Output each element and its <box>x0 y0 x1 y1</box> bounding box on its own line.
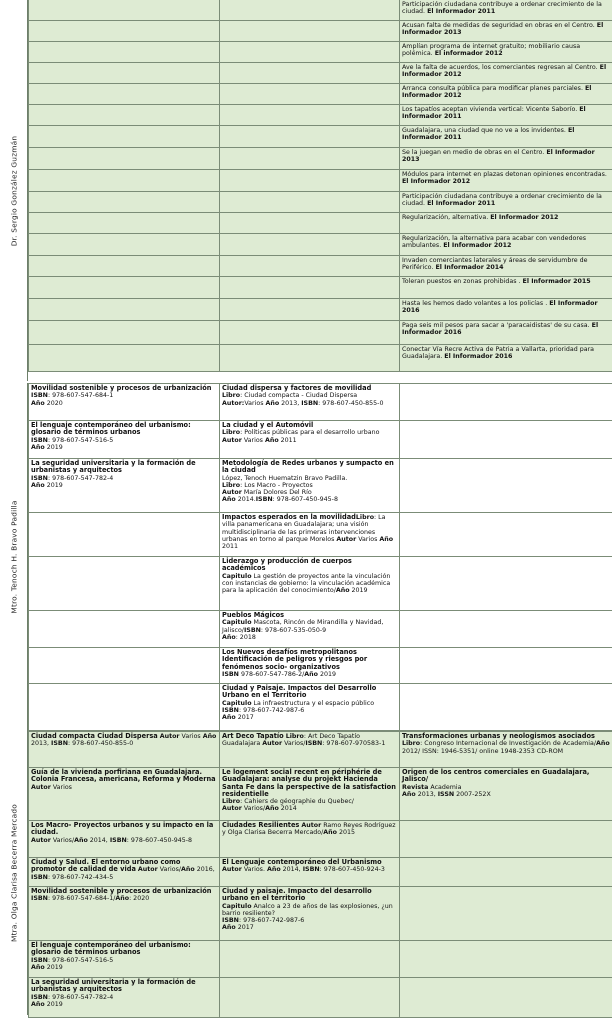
chapter-entry: Liderazgo y producción de cuerpos académicos Capitulo La gestión de proyectos ante la vinculación con instancias de gobierno: la vinculación académica para la aplicación del conocimiento/Año 2019 <box>220 557 400 611</box>
section-gonzalez-table <box>28 0 612 372</box>
news-item: Acusan falta de medidas de seguridad en obras en el Centro. El Informador 2013 <box>400 21 612 42</box>
book-entry: El lenguaje contemporáneo del urbanismo: glosario de términos urbanos ISBN: 978-607-547-516-5 Año 2019 <box>29 421 220 459</box>
section-bravo-table <box>28 383 612 731</box>
book-entry: La seguridad universitaria y la formación de urbanistas y arquitectos ISBN: 978-607-547-782-4 Año 2019 <box>29 978 220 1018</box>
book-entry: Movilidad sostenible y procesos de urbanización ISBN: 978-607-547-684-1 Año 2020 <box>29 384 220 421</box>
chapter-entry: Ciudad dispersa y factores de movilidad Libro: Ciudad compacta - Ciudad Dispersa Autor:Varios Año 2013, ISBN: 978-607-450-855-0 <box>220 384 400 421</box>
news-item: Ave la falta de acuerdos, los comerciantes regresan al Centro. El Informador 2012 <box>400 63 612 84</box>
news-item: Arranca consulta pública para modificar planes parciales. El Informador 2012 <box>400 84 612 105</box>
news-item: Los tapatíos aceptan vivienda vertical: Vicente Saborío. El Informador 2011 <box>400 105 612 126</box>
chapter-entry: Ciudades Resilientes Autor Ramo Reyes Rodríguez y Olga Clarisa Becerra Mercado/Año 2015 <box>220 821 400 858</box>
news-item: Participación ciudadana contribuye a ordenar crecimiento de la ciudad. El Informador 2011 <box>400 192 612 213</box>
chapter-entry: Ciudad y Paisaje. Impactos del Desarrollo Urbano en el Territorio Capitulo La infraestructura y el espacio público ISBN: 978-607-742-987-6 Año 2017 <box>220 684 400 731</box>
news-item: Amplían programa de internet gratuito; mobiliario causa polémica. El informador 2012 <box>400 42 612 63</box>
news-item: Toleran puestos en zonas prohibidas . El Informador 2015 <box>400 277 612 299</box>
section-becerra-table <box>28 731 612 1018</box>
chapter-entry: Le logement social recent en périphérie de Guadalajara: analyse du projekt Hacienda Santa Fe dans la perspective de la satisfaction residentielle Libro: Cahiers de géographie du Quebec/ Autor Varios/Año 2014 <box>220 768 400 821</box>
article-entry: Transformaciones urbanas y neologismos asociados Libro: Congreso Internacional de Investigación de Academia/Año 2012/ ISSN: 1946-5351/ online 1948-2353 CD-ROM <box>400 732 612 768</box>
news-item: Conectar Vía Recre Activa de Patria a Vallarta, prioridad para Guadalajara. El Informador 2016 <box>400 345 612 372</box>
article-entry: Origen de los centros comerciales en Guadalajara, Jalisco/ Revista Academia Año 2013, ISSN 2007-252X <box>400 768 612 821</box>
book-entry: Ciudad y Salud. El entorno urbano como promotor de calidad de vida Autor Varios/Año 2016, ISBN: 978-607-742-434-5 <box>29 858 220 887</box>
chapter-entry: Ciudad y paisaje. Impacto del desarrollo urbano en el territorio Capitulo Analco a 23 de años de las explosiones, ¿un barrio resiliente? ISBN: 978-607-742-987-6 Año 2017 <box>220 887 400 941</box>
news-item: Regularización, alternativa. El Informador 2012 <box>400 213 612 234</box>
news-item: Regularización, la alternativa para acabar con vendedores ambulantes. El Informador 2012 <box>400 234 612 256</box>
book-entry: Los Macro- Proyectos urbanos y su impacto en la ciudad. Autor Varios/Año 2014, ISBN: 978-607-450-945-8 <box>29 821 220 858</box>
chapter-entry: La ciudad y el Automóvil Libro: Políticas públicas para el desarrollo urbano Autor Varios Año 2011 <box>220 421 400 459</box>
news-item: Paga seis mil pesos para sacar a 'paracaidistas' de su casa. El Informador 2016 <box>400 321 612 345</box>
chapter-entry: Pueblos Mágicos Capitulo Mascota, Rincón de Mirandilla y Navidad, Jalisco/ISBN: 978-607-535-050-9 Año: 2018 <box>220 611 400 648</box>
author-cell-bravo <box>0 383 28 731</box>
news-item: Guadalajara, una ciudad que no ve a los invidentes. El Informador 2011 <box>400 126 612 148</box>
news-item: Invaden comerciantes laterales y áreas de servidumbre de Periférico. El Informador 2014 <box>400 256 612 277</box>
book-entry: Movilidad sostenible y procesos de urbanización ISBN: 978-607-547-684-1/Año: 2020 <box>29 887 220 941</box>
author-cell-becerra <box>0 731 28 1015</box>
chapter-entry: El Lenguaje contemporáneo del Urbanismo Autor Varios. Año 2014, ISBN: 978-607-450-924-3 <box>220 858 400 887</box>
book-entry: La seguridad universitaria y la formación de urbanistas y arquitectos ISBN: 978-607-547-782-4 Año 2019 <box>29 459 220 513</box>
news-item: Hasta les hemos dado volantes a los policías . El Informador 2016 <box>400 299 612 321</box>
author-name: Mtro. Tenoch H. Bravo Padilla <box>9 500 18 613</box>
book-entry: Ciudad compacta Ciudad Dispersa Autor Varios Año 2013, ISBN: 978-607-450-855-0 <box>29 732 220 768</box>
news-item: Se la juegan en medio de obras en el Centro. El Informador 2013 <box>400 148 612 170</box>
author-name: Dr. Sergio González Guzmán <box>9 135 18 246</box>
chapter-entry: Los Nuevos desafíos metropolitanos Identificación de peligros y riesgos por fenómenos socio- organizativos ISBN 978-607-547-786-2/Año 2019 <box>220 648 400 684</box>
news-item: Módulos para internet en plazas detonan opiniones encontradas. El Informador 2012 <box>400 170 612 192</box>
book-entry: Guía de la vivienda porfiriana en Guadalajara. Colonia Francesa, americana, Reforma y Moderna Autor Varios <box>29 768 220 821</box>
author-name: Mtra. Olga Clarisa Becerra Mercado <box>9 804 18 942</box>
author-cell-gonzalez <box>0 0 28 381</box>
chapter-entry: Metodología de Redes urbanos y sumpacto en la ciudad López, Tenoch Huematzin Bravo Padilla. Libro: Los Macro - Proyectos Autor María Dolores Del Río Año 2014.ISBN: 978-607-450-945-8 <box>220 459 400 513</box>
chapter-entry: Art Deco Tapatío Libro: Art Deco Tapatío Guadalajara Autor Varios/ISBN: 978-607-970583-1 <box>220 732 400 768</box>
news-item: Participación ciudadana contribuye a ordenar crecimiento de la ciudad. El Informador 2011 <box>400 0 612 21</box>
book-entry: El lenguaje contemporáneo del urbanismo: glosario de términos urbanos ISBN: 978-607-547-516-5 Año 2019 <box>29 941 220 978</box>
chapter-entry: Impactos esperados en la movilidadLibro: La villa panamericana en Guadalajara; una visión multidisciplinaria de las primeras intervenciones urbanas en torno al parque Morelos Autor Varios Año 2011 <box>220 513 400 557</box>
